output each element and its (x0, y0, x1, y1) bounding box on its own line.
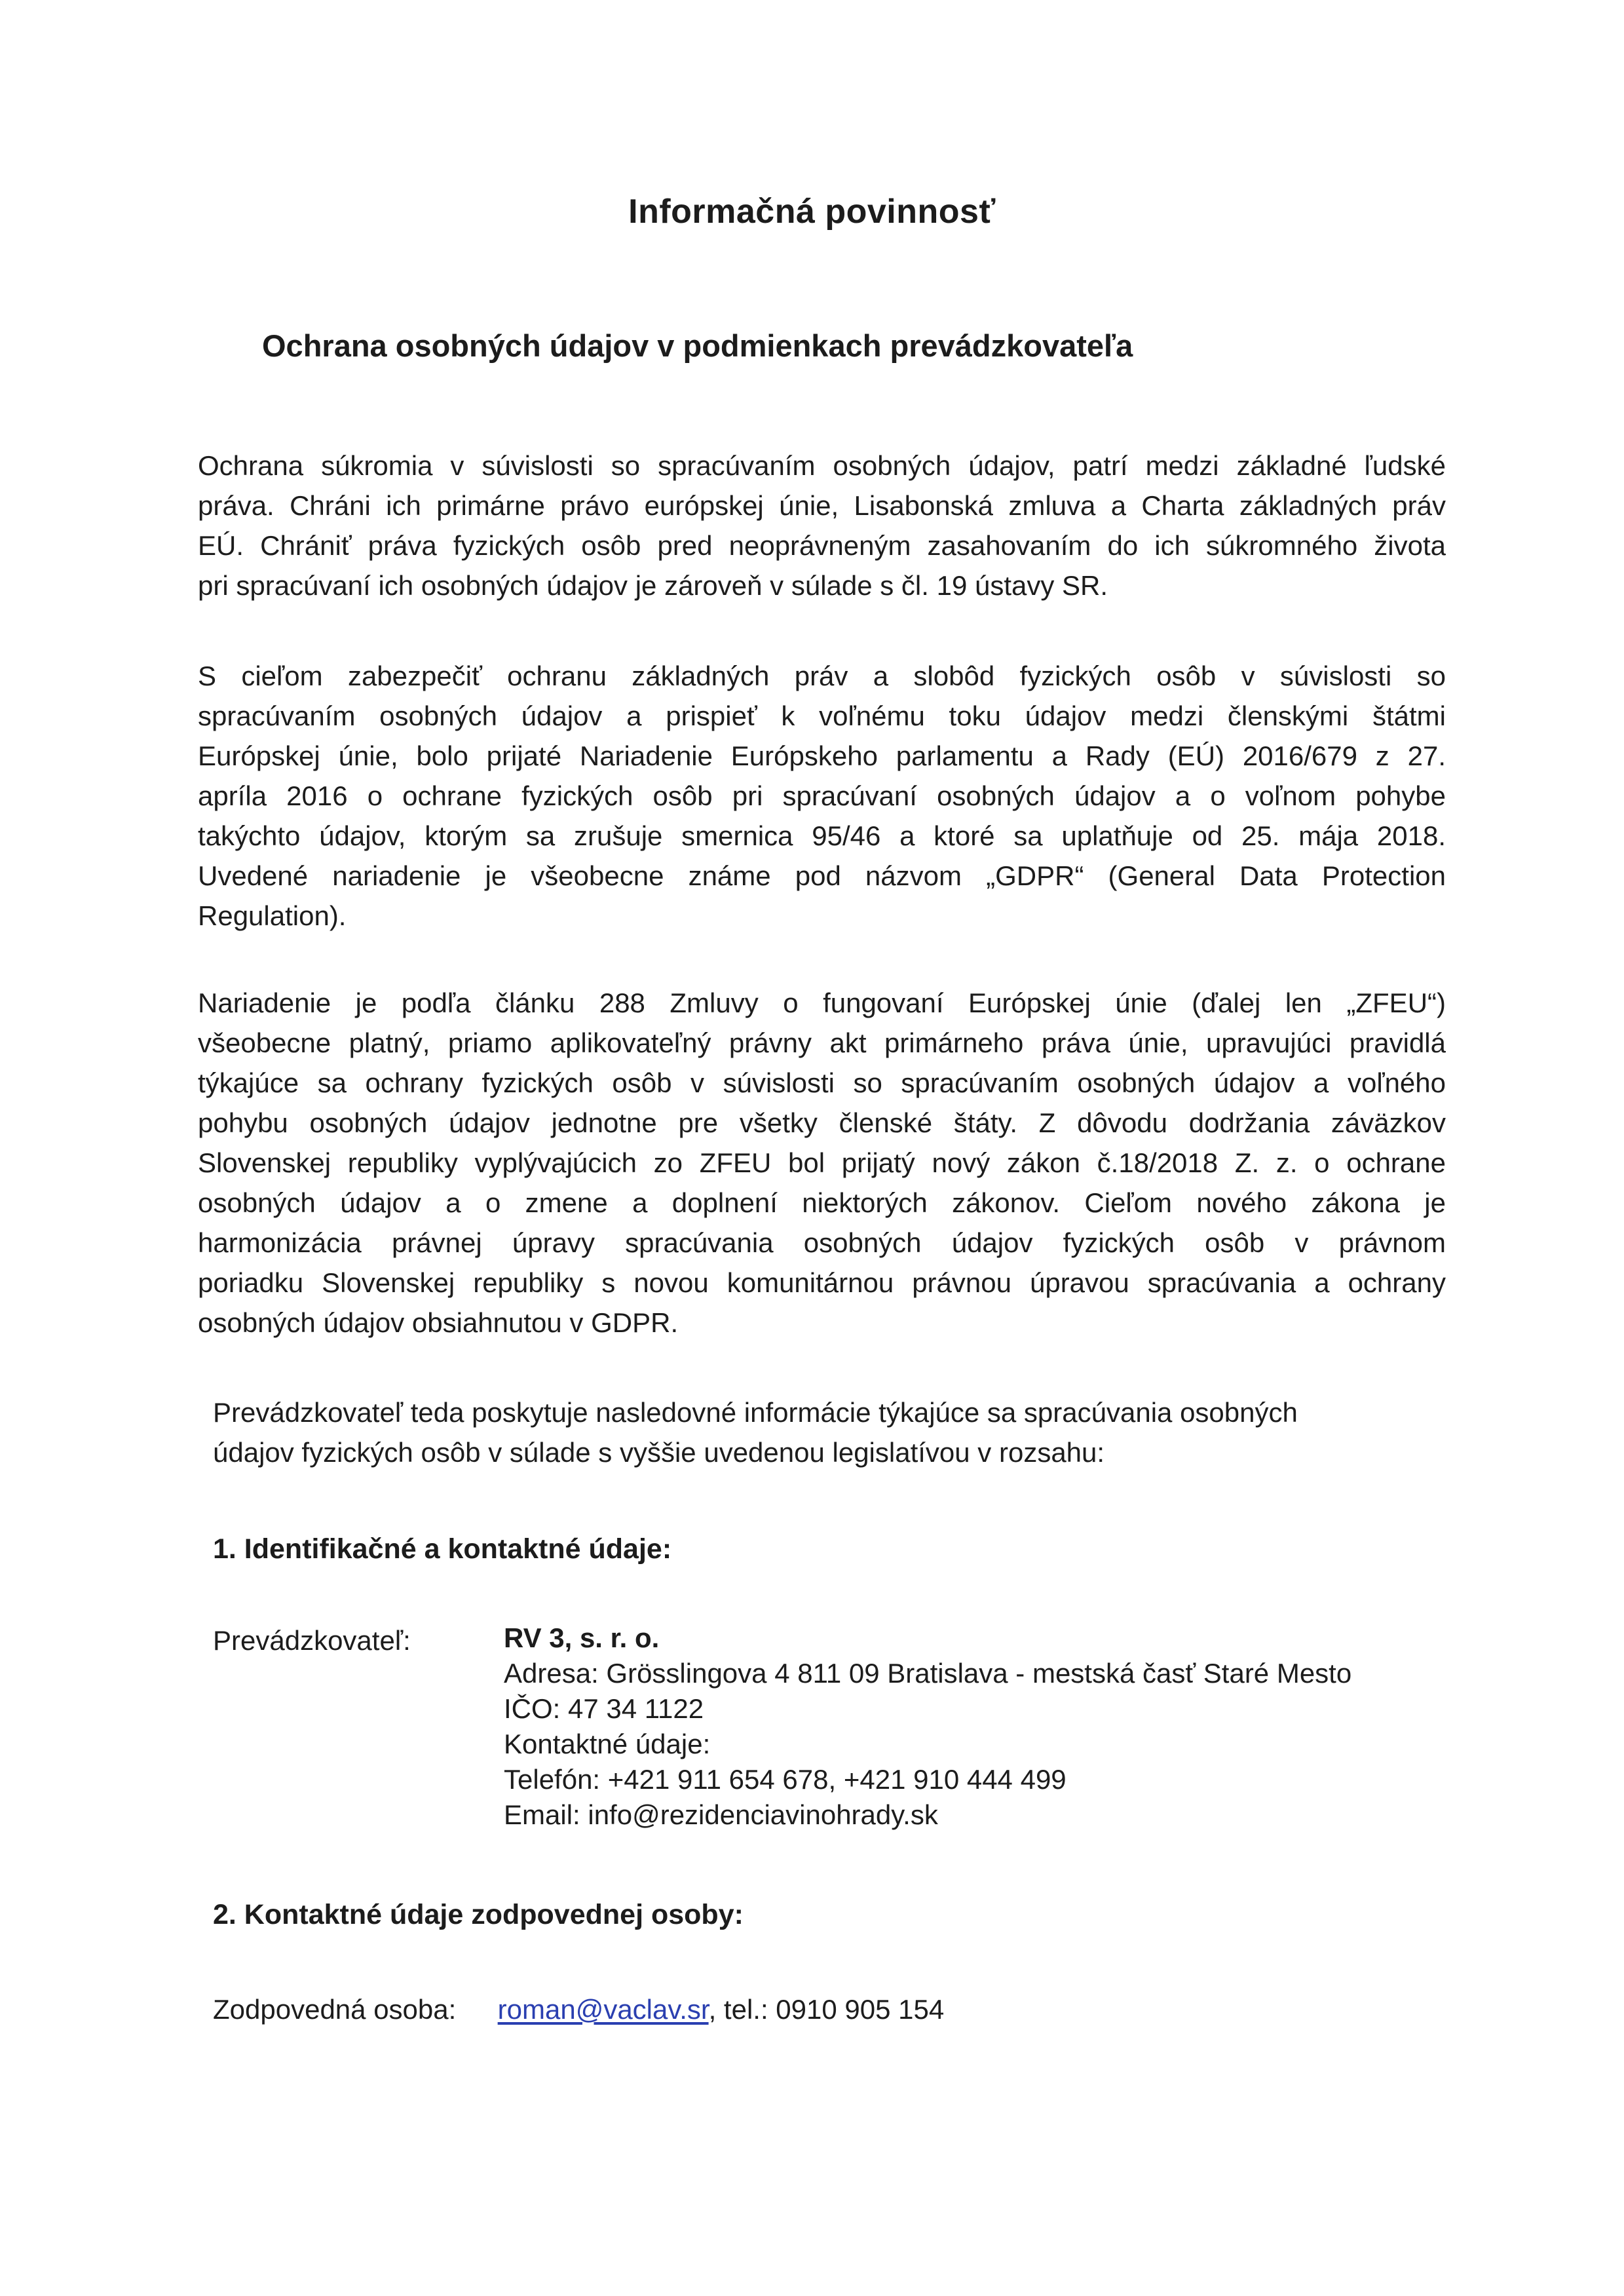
operator-label: Prevádzkovateľ: (213, 1625, 411, 1656)
responsible-person-email-link[interactable]: roman@vaclav.sr (497, 1994, 709, 2025)
text-line: Slovenskej republiky vyplývajúcich zo ZFEU bol prijatý nový zákon č.18/2018 Z. z. o ochrane (198, 1147, 1446, 1178)
document-title: Informačná povinnosť (628, 193, 996, 231)
text-line: EÚ. Chrániť práva fyzických osôb pred neoprávneným zasahovaním do ich súkromného života (198, 530, 1446, 561)
text-line: pohybu osobných údajov jednotne pre všetky členské štáty. Z dôvodu dodržania záväzkov (198, 1107, 1446, 1138)
text-line: Nariadenie je podľa článku 288 Zmluvy o fungovaní Európskej únie (ďalej len „ZFEU“) (198, 987, 1446, 1018)
text-line: poriadku Slovenskej republiky s novou komunitárnou právnou úpravou spracúvania a ochrany (198, 1267, 1446, 1298)
text-line: osobných údajov a o zmene a doplnení niektorých zákonov. Cieľom nového zákona je (198, 1187, 1446, 1218)
document-subtitle: Ochrana osobných údajov v podmienkach prevádzkovateľa (262, 328, 1133, 363)
text-line: Európskej únie, bolo prijaté Nariadenie Európskeho parlamentu a Rady (EÚ) 2016/679 z 27. (198, 740, 1446, 771)
section-heading-identification: 1. Identifikačné a kontaktné údaje: (213, 1533, 672, 1565)
company-phone: Telefón: +421 911 654 678, +421 910 444 499 (504, 1764, 1067, 1795)
text-line: pri spracúvaní ich osobných údajov je zároveň v súlade s čl. 19 ústavy SR. (198, 570, 1108, 601)
paragraph-intro (198, 446, 1446, 605)
text-line: apríla 2016 o ochrane fyzických osôb pri spracúvaní osobných údajov a o voľnom pohybe (198, 780, 1446, 811)
text-line: Regulation). (198, 900, 347, 931)
text-line: všeobecne platný, priamo aplikovateľný právny akt primárneho práva únie, upravujúci pravidlá (198, 1027, 1446, 1058)
text-line: harmonizácia právnej úpravy spracúvania osobných údajov fyzických osôb v právnom (198, 1227, 1446, 1258)
responsible-person-phone: , tel.: 0910 905 154 (708, 1994, 945, 2025)
text-line: práva. Chráni ich primárne právo európskej únie, Lisabonská zmluva a Charta základných práv (198, 490, 1446, 521)
company-address: Adresa: Grösslingova 4 811 09 Bratislava - mestská časť Staré Mesto (504, 1658, 1352, 1689)
text-line: Uvedené nariadenie je všeobecne známe pod názvom „GDPR“ (General Data Protection (198, 860, 1446, 891)
contacts-label: Kontaktné údaje: (504, 1729, 711, 1759)
text-line: takýchto údajov, ktorým sa zrušuje smernica 95/46 a ktoré sa uplatňuje od 25. mája 2018. (198, 820, 1446, 851)
text-line: S cieľom zabezpečiť ochranu základných práv a slobôd fyzických osôb v súvislosti so (198, 660, 1446, 691)
text-line: údajov fyzických osôb v súlade s vyššie uvedenou legislatívou v rozsahu: (213, 1437, 1105, 1468)
text-line: Prevádzkovateľ teda poskytuje nasledovné informácie týkajúce sa spracúvania osobných (213, 1397, 1298, 1428)
company-name: RV 3, s. r. o. (504, 1622, 660, 1653)
company-email: Email: info@rezidenciavinohrady.sk (504, 1799, 938, 1830)
paragraph-operator-info (213, 1392, 1448, 1472)
text-line: osobných údajov obsiahnutou v GDPR. (198, 1307, 679, 1338)
paragraph-zfeu (198, 983, 1446, 1343)
responsible-person-row (213, 1994, 944, 2025)
text-line: spracúvaním osobných údajov a prispieť k voľnému toku údajov medzi členskými štátmi (198, 700, 1446, 731)
section-heading-responsible-person: 2. Kontaktné údaje zodpovednej osoby: (213, 1899, 744, 1930)
text-line: týkajúce sa ochrany fyzických osôb v súvislosti so spracúvaním osobných údajov a voľného (198, 1067, 1446, 1098)
responsible-person-label: Zodpovedná osoba: (213, 1994, 457, 2025)
operator-details (504, 1620, 1351, 1833)
company-ico: IČO: 47 34 1122 (504, 1693, 704, 1724)
text-line: Ochrana súkromia v súvislosti so spracúvaním osobných údajov, patrí medzi základné ľudské (198, 450, 1446, 481)
paragraph-gdpr (198, 656, 1446, 936)
